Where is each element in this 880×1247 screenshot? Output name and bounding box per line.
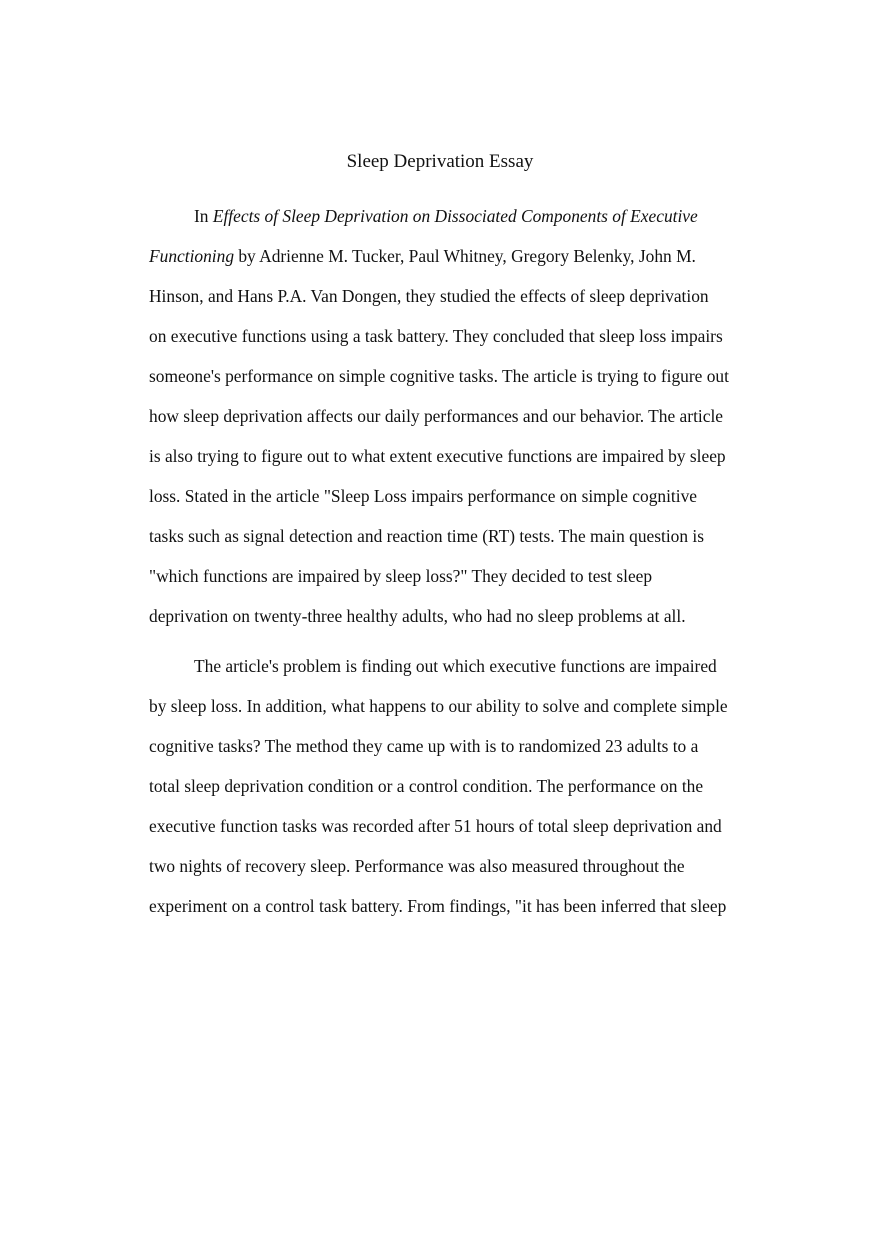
paragraph-2-line-5: executive function tasks was recorded after 51 hours of total sleep deprivation and <box>149 816 722 836</box>
paragraph-1-line-10: "which functions are impaired by sleep loss?" They decided to test sleep <box>149 566 653 586</box>
paragraph-2-line-7: experiment on a control task battery. From findings, "it has been inferred that sleep <box>149 896 727 916</box>
paragraph-1-line-11: deprivation on twenty-three healthy adults, who had no sleep problems at all. <box>149 606 686 626</box>
paragraph-2-line-1: The article's problem is finding out which executive functions are impaired <box>194 656 717 676</box>
paragraph-1-line-4: on executive functions using a task battery. They concluded that sleep loss impairs <box>149 326 723 346</box>
paragraph-1-line-2 <box>149 243 696 269</box>
authors-text: by Adrienne M. Tucker, Paul Whitney, Gregory Belenky, John M. <box>234 246 696 266</box>
paragraph-1-line-5: someone's performance on simple cognitive tasks. The article is trying to figure out <box>149 366 729 386</box>
article-title-part-2: Functioning <box>149 246 235 266</box>
paragraph-2-line-4: total sleep deprivation condition or a control condition. The performance on the <box>149 776 704 796</box>
article-title-part-1: Effects of Sleep Deprivation on Dissociated Components of Executive <box>212 206 698 226</box>
paragraph-2-line-2: by sleep loss. In addition, what happens to our ability to solve and complete simple <box>149 696 728 716</box>
paragraph-1-line-1 <box>194 203 698 229</box>
paragraph-1-line-6: how sleep deprivation affects our daily performances and our behavior. The article <box>149 406 724 426</box>
paragraph-1-line-3: Hinson, and Hans P.A. Van Dongen, they studied the effects of sleep deprivation <box>149 286 709 306</box>
document-title: Sleep Deprivation Essay <box>346 151 534 172</box>
paragraph-1-line-7: is also trying to figure out to what extent executive functions are impaired by sleep <box>149 446 726 466</box>
paragraph-2-line-6: two nights of recovery sleep. Performance was also measured throughout the <box>149 856 685 876</box>
paragraph-2-line-3: cognitive tasks? The method they came up with is to randomized 23 adults to a <box>149 736 699 756</box>
paragraph-1-line-8: loss. Stated in the article "Sleep Loss impairs performance on simple cognitive <box>149 486 698 506</box>
paragraph-1-line-9: tasks such as signal detection and reaction time (RT) tests. The main question is <box>149 526 705 546</box>
line-prefix: In <box>194 206 213 226</box>
